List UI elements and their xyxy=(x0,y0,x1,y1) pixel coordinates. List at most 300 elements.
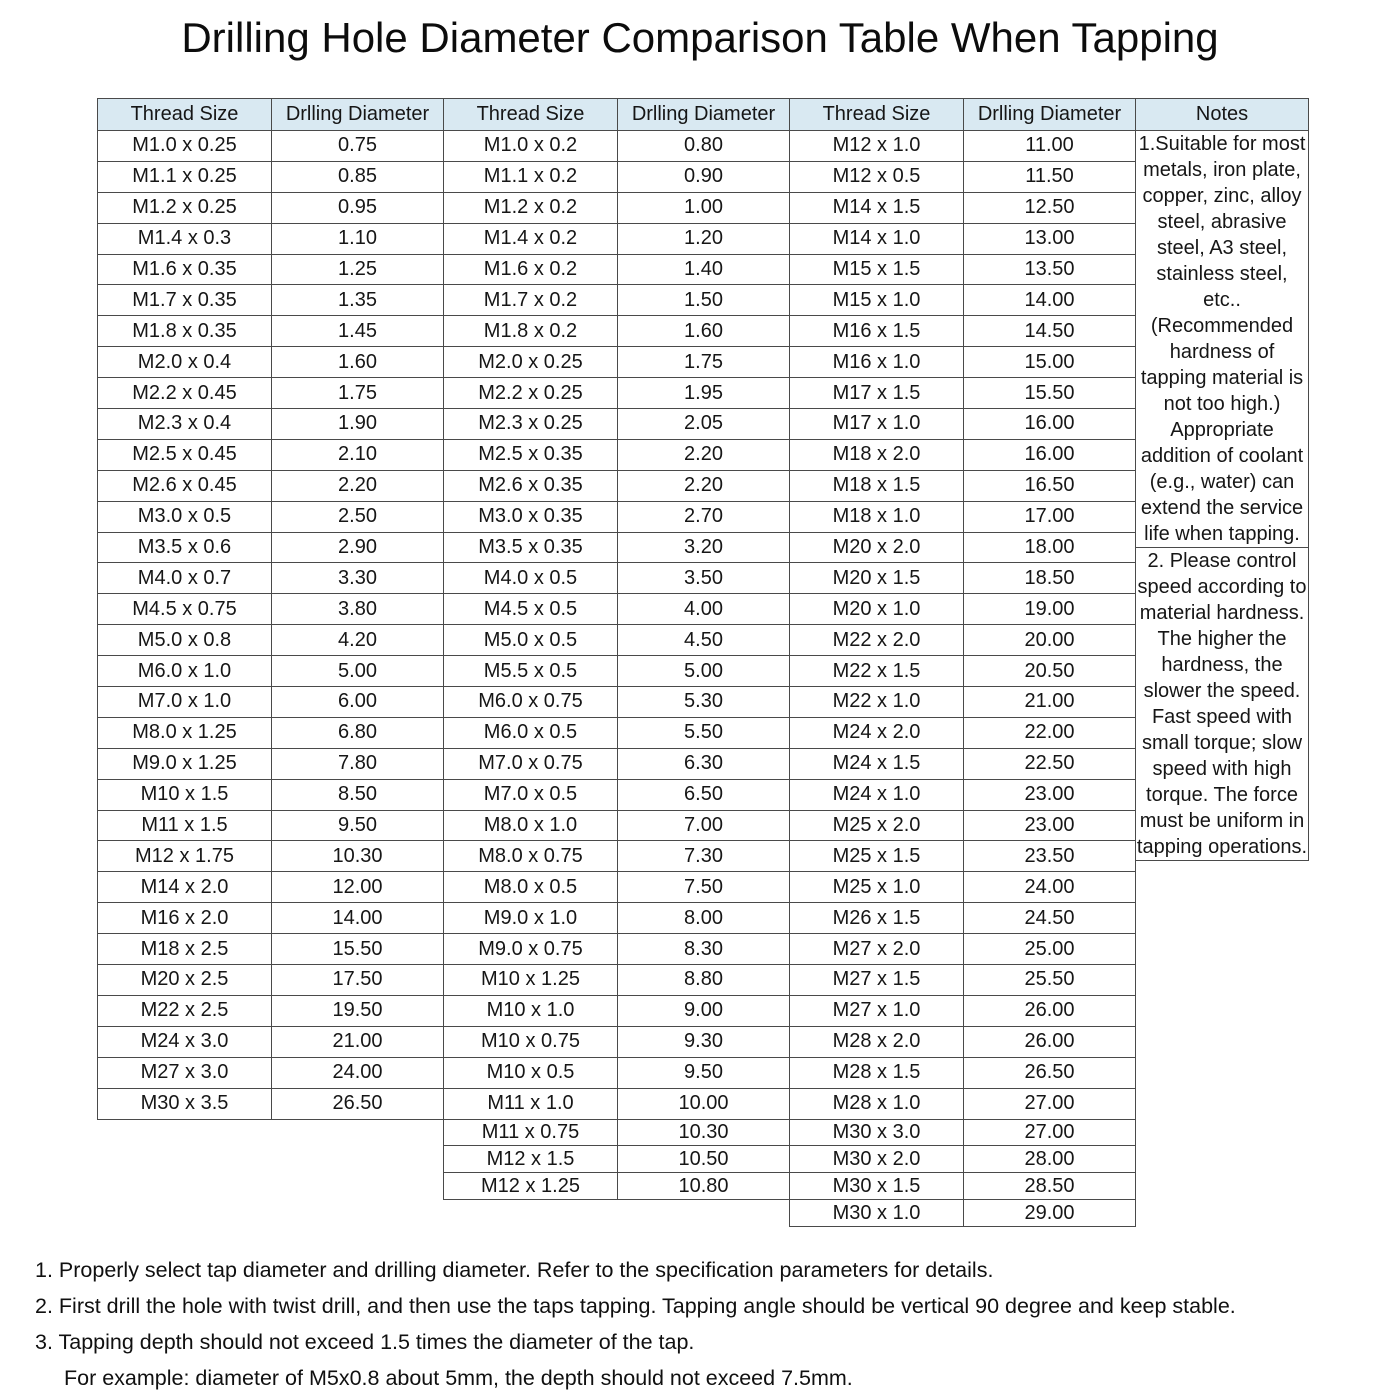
drilling-diameter-cell: 2.20 xyxy=(272,470,444,501)
notes-row-1 xyxy=(1136,131,1309,548)
thread-size-cell: M14 x 2.0 xyxy=(98,872,272,903)
table-row xyxy=(444,223,790,254)
thread-size-cell: M2.5 x 0.45 xyxy=(98,439,272,470)
header-row xyxy=(790,99,1136,131)
thread-size-cell: M18 x 1.0 xyxy=(790,501,964,532)
table-row xyxy=(790,965,1136,996)
thread-size-cell: M1.0 x 0.25 xyxy=(98,131,272,162)
drilling-diameter-cell: 24.00 xyxy=(272,1057,444,1088)
table-row xyxy=(444,131,790,162)
thread-size-cell: M22 x 2.0 xyxy=(790,625,964,656)
drilling-diameter-cell: 28.50 xyxy=(964,1173,1136,1200)
thread-size-cell: M15 x 1.5 xyxy=(790,254,964,285)
drilling-diameter-cell: 3.50 xyxy=(618,563,790,594)
thread-size-cell: M6.0 x 1.0 xyxy=(98,656,272,687)
drilling-diameter-cell: 10.30 xyxy=(618,1119,790,1146)
table-row xyxy=(790,687,1136,718)
drilling-diameter-cell: 16.00 xyxy=(964,409,1136,440)
drilling-diameter-cell: 8.80 xyxy=(618,965,790,996)
drilling-diameter-cell: 8.50 xyxy=(272,779,444,810)
thread-size-cell: M1.8 x 0.35 xyxy=(98,316,272,347)
thread-size-cell: M1.8 x 0.2 xyxy=(444,316,618,347)
drilling-diameter-cell: 26.00 xyxy=(964,995,1136,1026)
table-row xyxy=(444,779,790,810)
drilling-diameter-cell: 24.00 xyxy=(964,872,1136,903)
table-row xyxy=(98,717,444,748)
thread-size-cell: M12 x 1.25 xyxy=(444,1173,618,1200)
table-row xyxy=(98,687,444,718)
thread-size-cell: M3.0 x 0.5 xyxy=(98,501,272,532)
drilling-diameter-cell: 5.30 xyxy=(618,687,790,718)
drilling-diameter-cell: 1.50 xyxy=(618,285,790,316)
thread-pair-table-2 xyxy=(443,98,790,1200)
thread-size-header: Thread Size xyxy=(98,99,272,131)
drilling-diameter-cell: 6.50 xyxy=(618,779,790,810)
thread-size-cell: M10 x 1.0 xyxy=(444,995,618,1026)
drilling-diameter-cell: 23.00 xyxy=(964,810,1136,841)
table-row xyxy=(98,810,444,841)
thread-size-cell: M27 x 1.0 xyxy=(790,995,964,1026)
thread-size-cell: M28 x 2.0 xyxy=(790,1026,964,1057)
table-row xyxy=(790,1119,1136,1146)
drilling-diameter-cell: 8.00 xyxy=(618,903,790,934)
thread-size-cell: M16 x 1.0 xyxy=(790,347,964,378)
drilling-diameter-cell: 1.60 xyxy=(618,316,790,347)
thread-size-cell: M2.2 x 0.45 xyxy=(98,378,272,409)
footnotes xyxy=(35,1252,1236,1396)
drilling-diameter-cell: 0.80 xyxy=(618,131,790,162)
thread-size-cell: M28 x 1.5 xyxy=(790,1057,964,1088)
table-row xyxy=(790,439,1136,470)
thread-size-cell: M4.0 x 0.7 xyxy=(98,563,272,594)
table-row xyxy=(790,378,1136,409)
table-row xyxy=(790,409,1136,440)
table-row xyxy=(98,470,444,501)
table-row xyxy=(790,501,1136,532)
thread-size-cell: M24 x 1.5 xyxy=(790,748,964,779)
drilling-diameter-cell: 4.00 xyxy=(618,594,790,625)
notes-row-2 xyxy=(1136,548,1309,861)
table-row xyxy=(444,378,790,409)
drilling-diameter-cell: 3.30 xyxy=(272,563,444,594)
thread-size-cell: M15 x 1.0 xyxy=(790,285,964,316)
footnote-3-example: For example: diameter of M5x0.8 about 5mm, the depth should not exceed 7.5mm. xyxy=(64,1366,853,1390)
thread-size-header: Thread Size xyxy=(790,99,964,131)
drilling-diameter-cell: 19.00 xyxy=(964,594,1136,625)
table-row xyxy=(98,192,444,223)
thread-pair-table-1 xyxy=(97,98,444,1120)
thread-size-cell: M24 x 1.0 xyxy=(790,779,964,810)
drilling-diameter-cell: 10.50 xyxy=(618,1146,790,1173)
thread-size-cell: M11 x 0.75 xyxy=(444,1119,618,1146)
table-row xyxy=(444,1026,790,1057)
drilling-diameter-cell: 26.00 xyxy=(964,1026,1136,1057)
table-row xyxy=(444,903,790,934)
table-row xyxy=(444,501,790,532)
thread-size-cell: M30 x 1.5 xyxy=(790,1173,964,1200)
thread-size-cell: M1.7 x 0.35 xyxy=(98,285,272,316)
thread-size-cell: M8.0 x 1.25 xyxy=(98,717,272,748)
table-row xyxy=(98,161,444,192)
table-row xyxy=(98,872,444,903)
drilling-diameter-cell: 1.75 xyxy=(618,347,790,378)
thread-size-cell: M20 x 1.0 xyxy=(790,594,964,625)
thread-size-cell: M2.6 x 0.45 xyxy=(98,470,272,501)
thread-size-cell: M18 x 2.5 xyxy=(98,934,272,965)
drilling-diameter-cell: 27.00 xyxy=(964,1119,1136,1146)
drilling-diameter-cell: 1.25 xyxy=(272,254,444,285)
notes-table xyxy=(1135,98,1309,861)
table-row xyxy=(98,594,444,625)
thread-size-cell: M24 x 3.0 xyxy=(98,1026,272,1057)
drilling-diameter-cell: 22.00 xyxy=(964,717,1136,748)
drilling-diameter-cell: 2.05 xyxy=(618,409,790,440)
thread-size-cell: M10 x 0.75 xyxy=(444,1026,618,1057)
drilling-diameter-cell: 2.20 xyxy=(618,439,790,470)
table-row xyxy=(444,532,790,563)
footnote-3: 3. Tapping depth should not exceed 1.5 times the diameter of the tap. xyxy=(35,1330,695,1354)
drilling-diameter-cell: 6.00 xyxy=(272,687,444,718)
table-row xyxy=(790,656,1136,687)
thread-size-cell: M17 x 1.0 xyxy=(790,409,964,440)
drilling-diameter-cell: 16.50 xyxy=(964,470,1136,501)
thread-size-cell: M12 x 1.5 xyxy=(444,1146,618,1173)
thread-size-cell: M8.0 x 0.75 xyxy=(444,841,618,872)
table-row xyxy=(444,563,790,594)
drilling-diameter-cell: 19.50 xyxy=(272,995,444,1026)
header-row xyxy=(98,99,444,131)
drilling-diameter-cell: 10.30 xyxy=(272,841,444,872)
thread-size-cell: M7.0 x 0.5 xyxy=(444,779,618,810)
table-row xyxy=(444,656,790,687)
table-row xyxy=(98,995,444,1026)
thread-size-cell: M20 x 2.0 xyxy=(790,532,964,563)
drilling-diameter-cell: 17.00 xyxy=(964,501,1136,532)
drilling-diameter-cell: 2.10 xyxy=(272,439,444,470)
drilling-diameter-cell: 25.50 xyxy=(964,965,1136,996)
thread-size-cell: M12 x 0.5 xyxy=(790,161,964,192)
table-row xyxy=(790,285,1136,316)
thread-size-cell: M28 x 1.0 xyxy=(790,1088,964,1119)
thread-size-cell: M9.0 x 1.25 xyxy=(98,748,272,779)
table-row xyxy=(98,439,444,470)
drilling-diameter-cell: 23.00 xyxy=(964,779,1136,810)
drilling-diameter-cell: 1.60 xyxy=(272,347,444,378)
thread-size-cell: M20 x 1.5 xyxy=(790,563,964,594)
drilling-diameter-cell: 15.50 xyxy=(964,378,1136,409)
table-row xyxy=(790,532,1136,563)
drilling-diameter-cell: 25.00 xyxy=(964,934,1136,965)
table-row xyxy=(98,501,444,532)
drilling-diameter-cell: 2.70 xyxy=(618,501,790,532)
table-row xyxy=(98,1026,444,1057)
table-row xyxy=(98,316,444,347)
drilling-diameter-cell: 9.30 xyxy=(618,1026,790,1057)
table-row xyxy=(790,594,1136,625)
table-row xyxy=(444,810,790,841)
thread-size-cell: M5.0 x 0.5 xyxy=(444,625,618,656)
thread-size-cell: M27 x 2.0 xyxy=(790,934,964,965)
drilling-diameter-cell: 29.00 xyxy=(964,1200,1136,1227)
drilling-diameter-cell: 2.20 xyxy=(618,470,790,501)
thread-size-cell: M16 x 1.5 xyxy=(790,316,964,347)
thread-size-cell: M3.5 x 0.6 xyxy=(98,532,272,563)
drilling-diameter-cell: 7.80 xyxy=(272,748,444,779)
drilling-diameter-cell: 8.30 xyxy=(618,934,790,965)
table-row xyxy=(98,532,444,563)
note-1: 1.Suitable for most metals, iron plate, copper, zinc, alloy steel, abrasive steel, A3 steel, stainless steel, etc..(Recommended hardness of tapping material is not too high.) Appropriate addition of coolant (e.g., water) can extend the service life when tapping. xyxy=(1136,131,1309,548)
drilling-diameter-cell: 20.00 xyxy=(964,625,1136,656)
table-row xyxy=(98,131,444,162)
drilling-diameter-cell: 0.90 xyxy=(618,161,790,192)
drilling-diameter-cell: 13.00 xyxy=(964,223,1136,254)
thread-size-cell: M2.5 x 0.35 xyxy=(444,439,618,470)
drilling-diameter-cell: 1.10 xyxy=(272,223,444,254)
drilling-diameter-cell: 24.50 xyxy=(964,903,1136,934)
drilling-diameter-cell: 7.30 xyxy=(618,841,790,872)
drilling-diameter-cell: 3.80 xyxy=(272,594,444,625)
table-row xyxy=(444,872,790,903)
drilling-diameter-cell: 9.00 xyxy=(618,995,790,1026)
table-row xyxy=(790,1057,1136,1088)
drilling-diameter-cell: 14.50 xyxy=(964,316,1136,347)
table-row xyxy=(790,717,1136,748)
drilling-diameter-cell: 3.20 xyxy=(618,532,790,563)
thread-size-cell: M4.5 x 0.75 xyxy=(98,594,272,625)
thread-size-cell: M14 x 1.5 xyxy=(790,192,964,223)
thread-size-cell: M14 x 1.0 xyxy=(790,223,964,254)
drilling-diameter-cell: 11.00 xyxy=(964,131,1136,162)
table-row xyxy=(790,192,1136,223)
table-row xyxy=(790,563,1136,594)
thread-size-cell: M25 x 1.5 xyxy=(790,841,964,872)
table-row xyxy=(98,378,444,409)
drilling-diameter-cell: 4.50 xyxy=(618,625,790,656)
table-row xyxy=(444,439,790,470)
table-row xyxy=(98,563,444,594)
drilling-diameter-cell: 17.50 xyxy=(272,965,444,996)
table-row xyxy=(790,995,1136,1026)
table-row xyxy=(98,1057,444,1088)
drilling-diameter-cell: 2.90 xyxy=(272,532,444,563)
table-row xyxy=(444,1057,790,1088)
drilling-diameter-cell: 5.00 xyxy=(272,656,444,687)
table-row xyxy=(790,1146,1136,1173)
thread-size-cell: M2.0 x 0.4 xyxy=(98,347,272,378)
table-row xyxy=(790,470,1136,501)
thread-size-cell: M18 x 1.5 xyxy=(790,470,964,501)
table-row xyxy=(98,903,444,934)
thread-size-cell: M2.0 x 0.25 xyxy=(444,347,618,378)
table-row xyxy=(790,1200,1136,1227)
thread-size-cell: M30 x 1.0 xyxy=(790,1200,964,1227)
thread-size-cell: M10 x 0.5 xyxy=(444,1057,618,1088)
drilling-diameter-cell: 4.20 xyxy=(272,625,444,656)
table-row xyxy=(444,192,790,223)
table-row xyxy=(790,161,1136,192)
thread-size-cell: M30 x 2.0 xyxy=(790,1146,964,1173)
drilling-diameter-cell: 7.00 xyxy=(618,810,790,841)
drilling-diameter-cell: 13.50 xyxy=(964,254,1136,285)
drilling-diameter-cell: 2.50 xyxy=(272,501,444,532)
table-row xyxy=(98,409,444,440)
drilling-diameter-cell: 1.90 xyxy=(272,409,444,440)
footnote-1: 1. Properly select tap diameter and drilling diameter. Refer to the specification parameters for details. xyxy=(35,1258,994,1282)
table-row xyxy=(98,254,444,285)
thread-size-cell: M1.6 x 0.2 xyxy=(444,254,618,285)
table-row xyxy=(444,934,790,965)
thread-size-cell: M7.0 x 0.75 xyxy=(444,748,618,779)
drilling-diameter-cell: 0.95 xyxy=(272,192,444,223)
thread-size-cell: M8.0 x 0.5 xyxy=(444,872,618,903)
thread-size-cell: M4.0 x 0.5 xyxy=(444,563,618,594)
table-row xyxy=(790,347,1136,378)
thread-size-cell: M10 x 1.25 xyxy=(444,965,618,996)
table-row xyxy=(790,903,1136,934)
table-row xyxy=(444,687,790,718)
drilling-diameter-cell: 1.20 xyxy=(618,223,790,254)
thread-size-cell: M2.3 x 0.4 xyxy=(98,409,272,440)
drilling-diameter-cell: 26.50 xyxy=(964,1057,1136,1088)
drilling-diameter-cell: 6.30 xyxy=(618,748,790,779)
drilling-diameter-cell: 10.80 xyxy=(618,1173,790,1200)
drilling-diameter-cell: 23.50 xyxy=(964,841,1136,872)
thread-size-cell: M1.0 x 0.2 xyxy=(444,131,618,162)
thread-size-cell: M22 x 1.5 xyxy=(790,656,964,687)
thread-size-cell: M22 x 2.5 xyxy=(98,995,272,1026)
thread-size-cell: M1.4 x 0.3 xyxy=(98,223,272,254)
thread-size-cell: M11 x 1.5 xyxy=(98,810,272,841)
thread-size-cell: M3.0 x 0.35 xyxy=(444,501,618,532)
drilling-diameter-cell: 9.50 xyxy=(272,810,444,841)
table-row xyxy=(444,409,790,440)
thread-size-cell: M12 x 1.0 xyxy=(790,131,964,162)
thread-size-cell: M1.2 x 0.2 xyxy=(444,192,618,223)
thread-size-cell: M24 x 2.0 xyxy=(790,717,964,748)
drilling-diameter-header: Drlling Diameter xyxy=(272,99,444,131)
thread-size-cell: M10 x 1.5 xyxy=(98,779,272,810)
drilling-diameter-cell: 5.50 xyxy=(618,717,790,748)
drilling-diameter-cell: 1.40 xyxy=(618,254,790,285)
table-row xyxy=(444,841,790,872)
drilling-diameter-cell: 22.50 xyxy=(964,748,1136,779)
table-row xyxy=(444,965,790,996)
drilling-diameter-cell: 21.00 xyxy=(272,1026,444,1057)
footnote-2: 2. First drill the hole with twist drill, and then use the taps tapping. Tapping angle should be vertical 90 degree and keep stable. xyxy=(35,1294,1236,1318)
table-row xyxy=(790,1026,1136,1057)
drilling-diameter-cell: 28.00 xyxy=(964,1146,1136,1173)
thread-size-header: Thread Size xyxy=(444,99,618,131)
thread-size-cell: M3.5 x 0.35 xyxy=(444,532,618,563)
notes-header: Notes xyxy=(1136,99,1309,131)
drilling-diameter-header: Drlling Diameter xyxy=(964,99,1136,131)
thread-size-cell: M1.7 x 0.2 xyxy=(444,285,618,316)
drilling-diameter-cell: 27.00 xyxy=(964,1088,1136,1119)
table-row xyxy=(790,810,1136,841)
table-row xyxy=(790,1088,1136,1119)
drilling-diameter-cell: 7.50 xyxy=(618,872,790,903)
table-row xyxy=(790,841,1136,872)
thread-size-cell: M1.6 x 0.35 xyxy=(98,254,272,285)
thread-size-cell: M1.1 x 0.25 xyxy=(98,161,272,192)
drilling-diameter-cell: 18.00 xyxy=(964,532,1136,563)
table-row xyxy=(444,470,790,501)
drilling-diameter-cell: 14.00 xyxy=(272,903,444,934)
thread-size-cell: M5.0 x 0.8 xyxy=(98,625,272,656)
drilling-diameter-cell: 1.45 xyxy=(272,316,444,347)
table-row xyxy=(790,872,1136,903)
thread-size-cell: M4.5 x 0.5 xyxy=(444,594,618,625)
table-row xyxy=(98,841,444,872)
drilling-diameter-header: Drlling Diameter xyxy=(618,99,790,131)
table-row xyxy=(790,316,1136,347)
drilling-diameter-cell: 16.00 xyxy=(964,439,1136,470)
drilling-diameter-cell: 1.95 xyxy=(618,378,790,409)
table-row xyxy=(98,347,444,378)
thread-size-cell: M8.0 x 1.0 xyxy=(444,810,618,841)
page-title: Drilling Hole Diameter Comparison Table When Tapping xyxy=(181,14,1219,61)
drilling-diameter-cell: 12.00 xyxy=(272,872,444,903)
table-row xyxy=(444,161,790,192)
drilling-diameter-cell: 15.50 xyxy=(272,934,444,965)
thread-size-cell: M25 x 1.0 xyxy=(790,872,964,903)
table-row xyxy=(444,625,790,656)
drilling-diameter-cell: 18.50 xyxy=(964,563,1136,594)
thread-size-cell: M27 x 3.0 xyxy=(98,1057,272,1088)
thread-size-cell: M1.2 x 0.25 xyxy=(98,192,272,223)
thread-size-cell: M27 x 1.5 xyxy=(790,965,964,996)
thread-size-cell: M1.4 x 0.2 xyxy=(444,223,618,254)
table-row xyxy=(444,748,790,779)
drilling-diameter-cell: 11.50 xyxy=(964,161,1136,192)
table-row xyxy=(790,625,1136,656)
thread-size-cell: M20 x 2.5 xyxy=(98,965,272,996)
table-row xyxy=(444,1119,790,1146)
thread-size-cell: M1.1 x 0.2 xyxy=(444,161,618,192)
table-row xyxy=(444,285,790,316)
table-row xyxy=(444,1173,790,1200)
thread-size-cell: M26 x 1.5 xyxy=(790,903,964,934)
table-row xyxy=(98,748,444,779)
drilling-diameter-cell: 5.00 xyxy=(618,656,790,687)
table-row xyxy=(98,625,444,656)
table-row xyxy=(444,347,790,378)
thread-pair-table-3 xyxy=(789,98,1136,1227)
drilling-diameter-cell: 9.50 xyxy=(618,1057,790,1088)
thread-size-cell: M22 x 1.0 xyxy=(790,687,964,718)
drilling-diameter-cell: 20.50 xyxy=(964,656,1136,687)
table-row xyxy=(444,1088,790,1119)
thread-size-cell: M6.0 x 0.5 xyxy=(444,717,618,748)
thread-size-cell: M30 x 3.5 xyxy=(98,1088,272,1119)
table-row xyxy=(790,934,1136,965)
thread-size-cell: M9.0 x 0.75 xyxy=(444,934,618,965)
table-row xyxy=(98,1088,444,1119)
tapping-comparison-table xyxy=(97,98,1309,1227)
table-row xyxy=(790,1173,1136,1200)
table-row xyxy=(444,254,790,285)
header-row xyxy=(444,99,790,131)
thread-size-cell: M2.3 x 0.25 xyxy=(444,409,618,440)
thread-size-cell: M25 x 2.0 xyxy=(790,810,964,841)
note-2: 2. Please control speed according to material hardness. The higher the hardness, the slower the speed. Fast speed with small torque; slow speed with high torque. The force must be uniform in tapping operations. xyxy=(1136,548,1309,861)
thread-size-cell: M17 x 1.5 xyxy=(790,378,964,409)
thread-size-cell: M30 x 3.0 xyxy=(790,1119,964,1146)
drilling-diameter-cell: 26.50 xyxy=(272,1088,444,1119)
table-row xyxy=(98,934,444,965)
drilling-diameter-cell: 1.00 xyxy=(618,192,790,223)
thread-size-cell: M2.6 x 0.35 xyxy=(444,470,618,501)
